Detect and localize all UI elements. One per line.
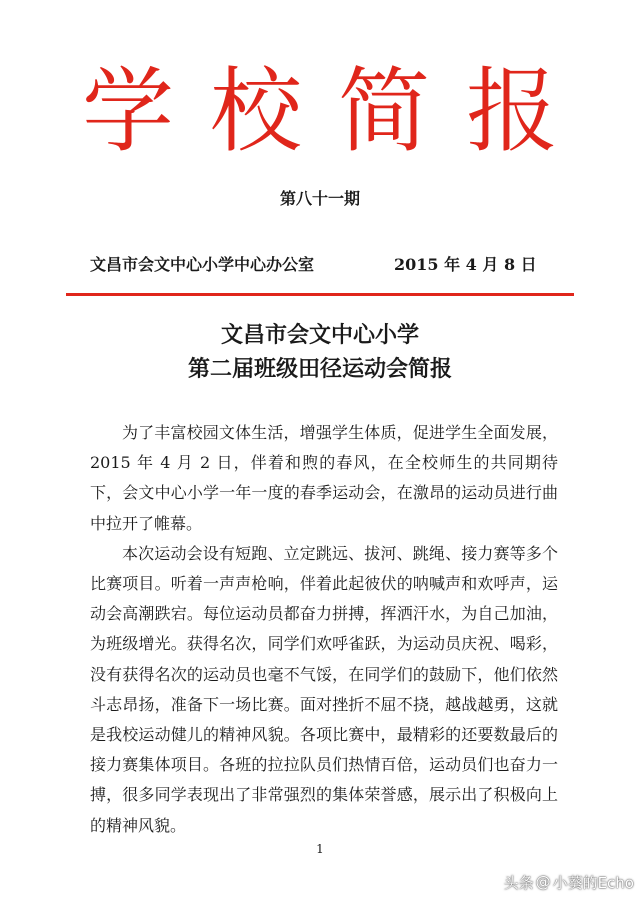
page-number: 1: [316, 842, 324, 856]
red-divider: [66, 293, 574, 296]
article-title-line1: 文昌市会文中心小学: [220, 323, 419, 348]
article-body: [90, 418, 558, 841]
watermark-author: 小葵的Echo: [552, 873, 634, 892]
watermark: [482, 868, 634, 896]
masthead-title: 学校简报: [81, 58, 594, 165]
issue-date: 2015 年 4 月 8 日: [394, 255, 537, 274]
issue-number: 第八十一期: [279, 189, 360, 208]
office-name: 文昌市会文中心小学中心办公室: [90, 255, 315, 274]
article-paragraph-2: 本次运动会设有短跑、立定跳远、拔河、跳绳、接力赛等多个比赛项目。听着一声声枪响，伴着此起彼伏的呐喊声和欢呼声，运动会高潮跌宕。每位运动员都奋力拼搏，挥洒汗水，为自己加油，为班级增光。获得名次，同学们欢呼雀跃，为运动员庆祝、喝彩，没有获得名次的运动员也毫不气馁，在同学们的鼓励下，他们依然斗志昂扬，准备下一场比赛。面对挫折不屈不挠，越战越勇，这就是我校运动健儿的精神风貌。各项比赛中，最精彩的还要数最后的接力赛集体项目。各班的拉拉队员们热情百倍，运动员们也奋力一搏，很多同学表现出了非常强烈的集体荣誉感，展示出了积极向上的精神风貌。: [90, 543, 558, 835]
article-paragraph-1: 为了丰富校园文体生活，增强学生体质，促进学生全面发展，2015 年 4 月 2 日，伴着和煦的春风，在全校师生的共同期待下，会文中心小学一年一度的春季运动会，在激昂的运动员进行曲中拉开了帷幕。: [90, 423, 558, 533]
watermark-separator: @: [535, 873, 551, 891]
watermark-platform: 头条: [503, 873, 534, 892]
article-title-line2: 第二届班级田径运动会简报: [187, 357, 452, 382]
